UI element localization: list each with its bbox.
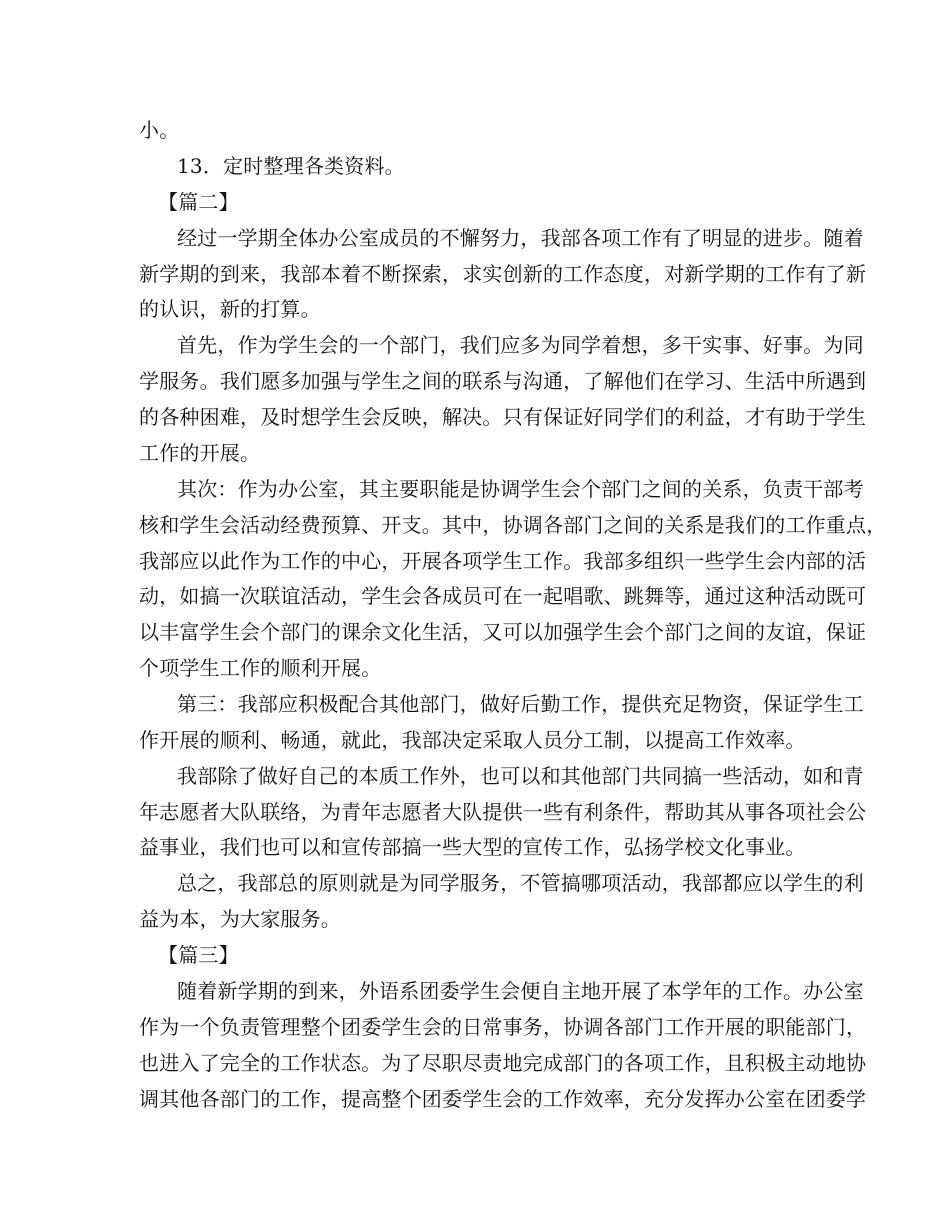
text-line: 益事业，我们也可以和宣传部搞一些大型的宣传工作，弘扬学校文化事业。 [139,835,806,859]
text-line: 核和学生会活动经费预算、开支。其中，协调各部门之间的关系是我们的工作重点， [139,513,887,537]
text-line: 个项学生工作的顺利开展。 [139,656,382,680]
text-line: 经过一学期全体办公室成员的不懈努力，我部各项工作有了明显的进步。随着 [177,226,864,250]
text-line: 首先，作为学生会的一个部门，我们应多为同学着想，多干实事、好事。为同 [177,333,864,357]
text-line: 作开展的顺利、畅通，就此，我部决定采取人员分工制，以提高工作效率。 [139,728,806,752]
text-line: 我部应以此作为工作的中心，开展各项学生工作。我部多组织一些学生会内部的活 [139,549,867,573]
text-line: 新学期的到来，我部本着不断探索，求实创新的工作态度，对新学期的工作有了新 [139,262,867,286]
text-line: 第三：我部应积极配合其他部门，做好后勤工作，提供充足物资，保证学生工 [177,692,864,716]
text-line: 小。 [139,118,180,142]
text-line: 随着新学期的到来，外语系团委学生会便自主地开展了本学年的工作。办公室 [177,979,864,1003]
text-line: 学服务。我们愿多加强与学生之间的联系与沟通，了解他们在学习、生活中所遇到 [139,369,867,393]
text-line: 作为一个负责管理整个团委学生会的日常事务，协调各部门工作开展的职能部门， [139,1015,867,1039]
text-line: 益为本，为大家服务。 [139,907,341,931]
text-line: 其次：作为办公室，其主要职能是协调学生会个部门之间的关系，负责干部考 [177,477,864,501]
text-line: 调其他各部门的工作，提高整个团委学生会的工作效率，充分发挥办公室在团委学 [139,1087,867,1111]
text-line: 总之，我部总的原则就是为同学服务，不管搞哪项活动，我部都应以学生的利 [177,871,864,895]
text-line: 以丰富学生会个部门的课余文化生活，又可以加强学生会个部门之间的友谊，保证 [139,620,867,644]
text-line: 的认识，新的打算。 [139,297,321,321]
section-heading: 【篇二】 [158,190,239,214]
text-line: 我部除了做好自己的本质工作外，也可以和其他部门共同搞一些活动，如和青 [177,764,864,788]
text-line: 13．定时整理各类资料。 [177,154,405,178]
section-heading: 【篇三】 [158,943,239,967]
text-line: 动，如搞一次联谊活动，学生会各成员可在一起唱歌、跳舞等，通过这种活动既可 [139,584,867,608]
text-line: 也进入了完全的工作状态。为了尽职尽责地完成部门的各项工作，且积极主动地协 [139,1051,867,1075]
text-line: 工作的开展。 [139,441,261,465]
text-line: 年志愿者大队联络，为青年志愿者大队提供一些有利条件，帮助其从事各项社会公 [139,800,867,824]
text-line: 的各种困难，及时想学生会反映，解决。只有保证好同学们的利益，才有助于学生 [139,405,867,429]
